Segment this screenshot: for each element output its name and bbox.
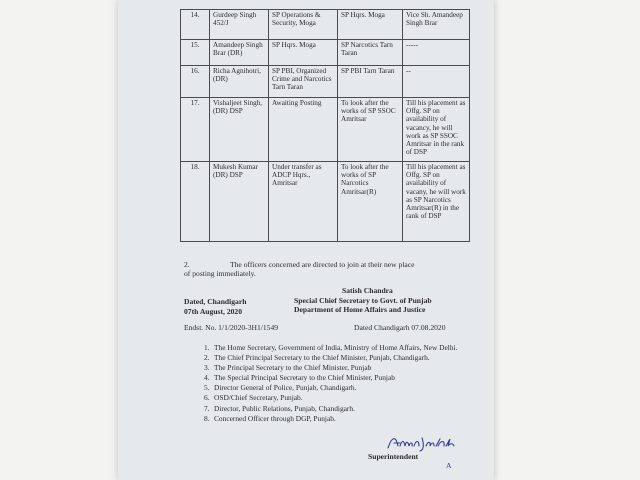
handwritten-signature (386, 434, 456, 454)
officer-name-cell: Amandeep Singh Brar (DR) (210, 40, 269, 66)
posted-to-cell: SP Narcotics Tarn Taran (338, 40, 403, 66)
copy-list (204, 344, 464, 425)
row-number-cell: 18. (181, 162, 210, 242)
list-item (204, 374, 464, 383)
list-item-text: Director General of Police, Punjab, Chandigarh. (214, 383, 357, 393)
table-row (181, 10, 470, 40)
list-item-number: 4. (204, 373, 210, 383)
list-item (204, 384, 464, 393)
list-item-number: 2. (204, 353, 210, 363)
document-page (118, 0, 494, 480)
posted-from-cell: SP PBI, Organized Crime and Narcotics Tarn Taran (269, 66, 338, 98)
list-item-text: OSD/Chief Secretary, Punjab. (214, 393, 303, 403)
para2-line2: of posting immediately. (184, 269, 256, 278)
para2-number: 2. (184, 260, 190, 269)
list-item-number: 3. (204, 363, 210, 373)
endorsement-date: Dated Chandigarh 07.08.2020 (354, 323, 446, 332)
signatory-title1: Special Chief Secretary to Govt. of Punjab (294, 296, 432, 305)
posted-to-cell: SP PBI Tarn Taran (338, 66, 403, 98)
list-item-text: The Chief Principal Secretary to the Chief Minister, Punjab, Chandigarh. (214, 353, 430, 363)
posted-from-cell: Awaiting Posting (269, 98, 338, 162)
table-row (181, 66, 470, 98)
posted-from-cell: Under transfer as ADCP Hqrs., Amritsar (269, 162, 338, 242)
officer-name-cell: Mukesh Kumar (DR) DSP (210, 162, 269, 242)
table-row (181, 98, 470, 162)
list-item-text: Concerned Officer through DGP, Punjab. (214, 413, 336, 423)
row-number-cell: 14. (181, 10, 210, 40)
list-item (204, 364, 464, 373)
posted-from-cell: SP Hqrs. Moga (269, 40, 338, 66)
row-number-cell: 16. (181, 66, 210, 98)
list-item-number: 6. (204, 393, 210, 403)
para2-line1: The officers concerned are directed to join at their new place (230, 260, 415, 269)
list-item-number: 1. (204, 343, 210, 352)
superintendent-mark: A (446, 461, 452, 470)
list-item-text: The Special Principal Secretary to the Chief Minister, Punjab (214, 373, 395, 383)
list-item-text: Director, Public Relations, Punjab, Chandigarh. (214, 403, 355, 413)
signatory-name: Satish Chandra (342, 286, 393, 295)
list-item (204, 394, 464, 403)
row-number-cell: 15. (181, 40, 210, 66)
list-item-number: 5. (204, 383, 210, 393)
remarks-cell: ----- (403, 40, 470, 66)
table-row (181, 162, 470, 242)
dated-line2: 07th August, 2020 (184, 307, 243, 316)
remarks-cell: -- (403, 66, 470, 98)
posted-from-cell: SP Operations & Security, Moga (269, 10, 338, 40)
list-item-number: 8. (204, 413, 210, 423)
posted-to-cell: To look after the works of SP SSOC Amritsar (338, 98, 403, 162)
list-item (204, 415, 464, 424)
posted-to-cell: To look after the works of SP Narcotics Amritsar(R) (338, 162, 403, 242)
posting-table (180, 9, 470, 242)
dated-line1: Dated, Chandigarh (184, 297, 247, 306)
superintendent-label: Superintendent (368, 452, 419, 461)
officer-name-cell: Gurdeep Singh 452/J (210, 10, 269, 40)
list-item (204, 405, 464, 414)
officer-name-cell: Richa Agnihotri, (DR) (210, 66, 269, 98)
signatory-title2: Department of Home Affairs and Justice (294, 305, 426, 314)
list-item-text: The Home Secretary, Government of India, Ministry of Home Affairs, New Delhi. (214, 343, 458, 352)
list-item (204, 354, 464, 363)
remarks-cell: Vice Sh. Amandeep Singh Brar (403, 10, 470, 40)
table-row (181, 40, 470, 66)
list-item-number: 7. (204, 403, 210, 413)
endorsement-number: Endst. No. 1/1/2020-3H1/1549 (184, 323, 279, 332)
row-number-cell: 17. (181, 98, 210, 162)
posted-to-cell: SP Hqrs. Moga (338, 10, 403, 40)
remarks-cell: Till his placement as Offg. SP on availability of vacancy, he will work as SP SSOC Amritsar in the rank of DSP (403, 98, 470, 162)
officer-name-cell: Vishaljeet Singh, (DR) DSP (210, 98, 269, 162)
list-item-text: The Principal Secretary to the Chief Minister, Punjab (214, 363, 372, 373)
remarks-cell: Till his placement as Offg. SP on availability of vacany, he will work as SP Narcotics Amritsar(R) in the rank of DSP (403, 162, 470, 242)
list-item (204, 344, 464, 353)
